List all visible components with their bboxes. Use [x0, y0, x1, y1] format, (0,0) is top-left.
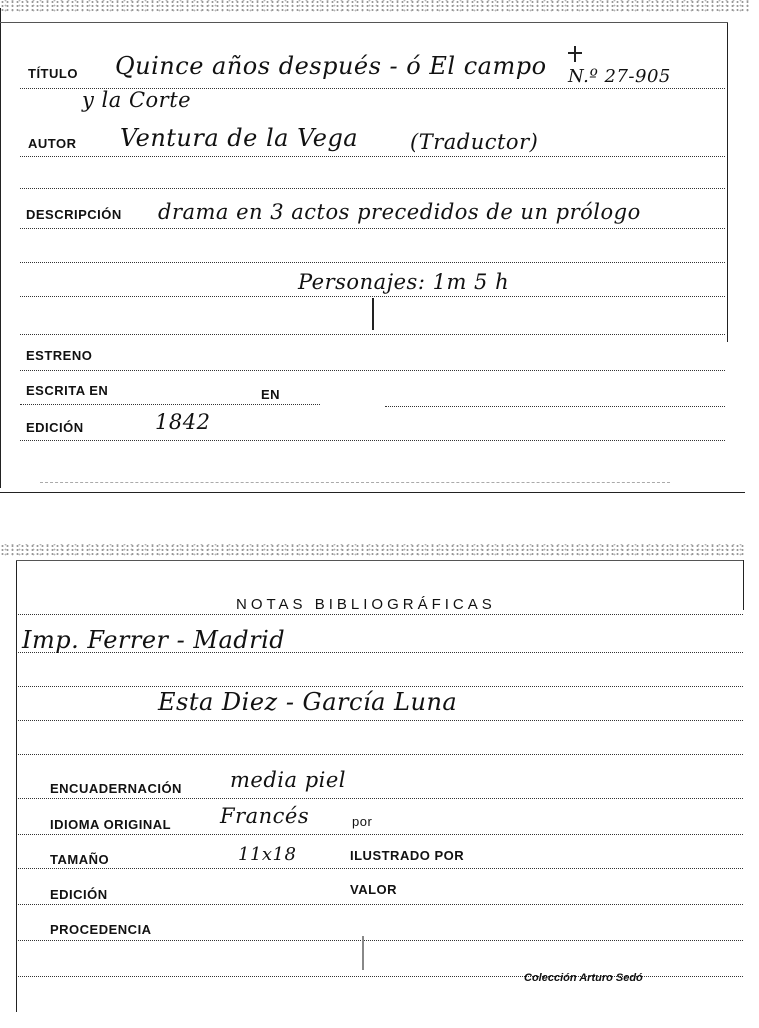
- procedencia-stroke: [362, 936, 364, 970]
- encuadernacion-handwritten: media piel: [230, 768, 346, 792]
- edicion-label: EDICIÓN: [26, 420, 84, 435]
- procedencia-line: [18, 940, 743, 941]
- autor-handwritten: Ventura de la Vega: [120, 124, 359, 152]
- idioma-original-label: IDIOMA ORIGINAL: [50, 817, 172, 832]
- descripcion-line-2: [20, 262, 725, 263]
- card-top-edge: [0, 0, 750, 12]
- estreno-line: [20, 370, 725, 371]
- catalog-card-bottom: [0, 540, 759, 1028]
- edicion-bottom-label: EDICIÓN: [50, 887, 108, 902]
- tamano-label: TAMAÑO: [50, 852, 110, 867]
- por-label: por: [352, 814, 373, 829]
- notas-line-4: [18, 720, 743, 721]
- notas-line-5: [18, 754, 743, 755]
- titulo-handwritten-line2: y la Corte: [82, 88, 192, 112]
- edicion-line-faint: [40, 482, 670, 483]
- descripcion-label: DESCRIPCIÓN: [26, 207, 122, 222]
- card-inner-top-border: [0, 22, 728, 23]
- notas-handwritten-line2: Esta Diez - García Luna: [158, 688, 458, 716]
- edicion-handwritten: 1842: [155, 410, 211, 434]
- descripcion-line-3: [20, 296, 725, 297]
- autor-label: AUTOR: [28, 136, 77, 151]
- descripcion-line: [20, 228, 725, 229]
- card-bottom-left-border: [16, 560, 17, 1012]
- notas-line-1: [18, 614, 743, 615]
- card-bottom-top-border: [16, 560, 744, 561]
- titulo-number: N.º 27-905: [568, 66, 671, 87]
- notas-bibliograficas-heading: NOTAS BIBLIOGRÁFICAS: [236, 596, 496, 613]
- tamano-handwritten: 11x18: [238, 844, 297, 865]
- en-line: [385, 406, 725, 407]
- idioma-line: [18, 834, 743, 835]
- card-bottom-edge: [0, 544, 745, 556]
- card-left-border: [0, 8, 1, 488]
- valor-label: VALOR: [350, 882, 398, 897]
- descripcion-handwritten: drama en 3 actos precedidos de un prólogo: [158, 200, 641, 224]
- autor-note-handwritten: (Traductor): [410, 130, 539, 154]
- notas-line-2: [18, 652, 743, 653]
- autor-line-2: [20, 188, 725, 189]
- card-bottom-border: [0, 492, 745, 493]
- descender-stroke: [372, 298, 374, 330]
- notas-handwritten-line1: Imp. Ferrer - Madrid: [22, 626, 286, 654]
- autor-line: [20, 156, 725, 157]
- personajes-handwritten: Personajes: 1m 5 h: [298, 270, 510, 294]
- notas-line-3: [18, 686, 743, 687]
- card-right-border: [727, 22, 728, 342]
- encuadernacion-line: [18, 798, 743, 799]
- encuadernacion-label: ENCUADERNACIÓN: [50, 781, 182, 796]
- card-bottom-right-border: [743, 560, 744, 610]
- estreno-label: ESTRENO: [26, 348, 93, 363]
- procedencia-label: PROCEDENCIA: [50, 922, 152, 937]
- titulo-label: TÍTULO: [28, 66, 78, 81]
- edicion-bottom-line: [18, 904, 743, 905]
- escrita-en-label: ESCRITA EN: [26, 383, 109, 398]
- idioma-original-handwritten: Francés: [220, 804, 310, 828]
- descripcion-line-4: [20, 334, 725, 335]
- escrita-en-line: [20, 404, 320, 405]
- titulo-handwritten: Quince años después - ó El campo: [115, 52, 547, 80]
- number-cross-stroke-vertical: [574, 46, 576, 62]
- tamano-line: [18, 868, 743, 869]
- catalog-card-top: [0, 0, 759, 500]
- coleccion-footer: Colección Arturo Sedó: [524, 972, 643, 984]
- ilustrado-por-label: ILUSTRADO POR: [350, 848, 465, 863]
- edicion-line: [20, 440, 725, 441]
- en-label: EN: [261, 387, 281, 402]
